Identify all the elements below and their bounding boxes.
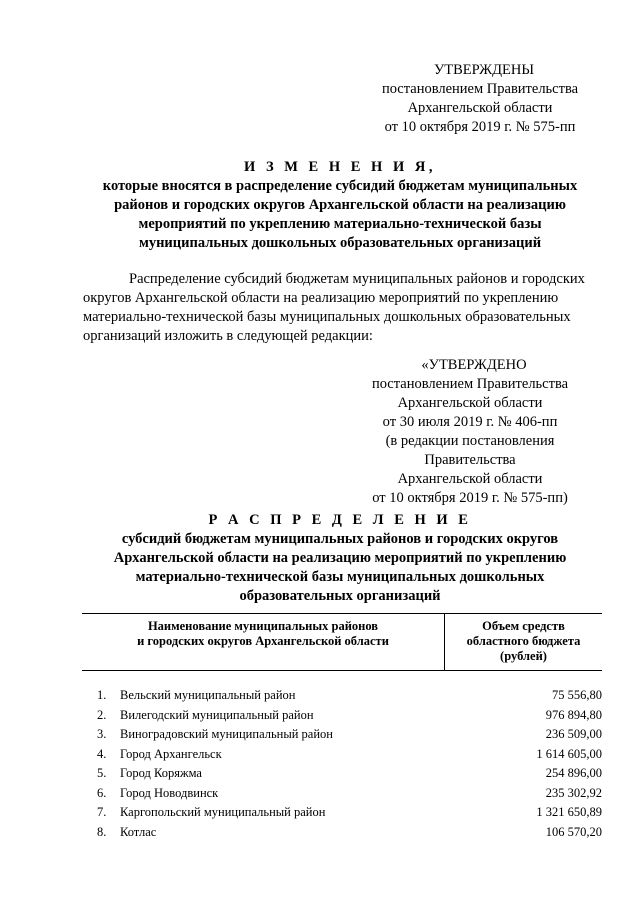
table-row [82,803,602,823]
row-name: Вельский муниципальный район [120,688,296,702]
distribution-subtitle-line: материально-технической базы муниципальных дошкольных [135,569,545,585]
table-row [82,706,602,726]
approval-line: (в редакции постановления Правительства [385,433,555,468]
changes-subtitle-line: мероприятий по укреплению материально-технической базы [138,216,542,232]
column-header-name-line: и городских округов Архангельской области [137,634,389,648]
approval-line: Архангельской области [407,100,553,116]
row-name: Вилегодский муниципальный район [120,707,314,722]
changes-subtitle-line: которые вносятся в распределение субсидий бюджетам муниципальных [102,178,578,194]
row-name: Город Коряжма [120,766,202,780]
column-header-amount-line: Объем средств [482,619,565,633]
approval-line: постановлением Правительства [371,376,569,392]
row-number: 4. [97,746,107,761]
row-name: Котлас [120,824,157,839]
intro-paragraph [83,270,601,346]
intro-line: материально-технической базы муниципальных дошкольных образовательных [83,309,571,325]
row-name: Каргопольский муниципальный район [120,805,326,819]
distribution-subtitle-line: Архангельской области на реализацию мероприятий по укреплению [113,550,567,566]
row-number: 5. [97,766,107,780]
distribution-title: Р А С П Р Е Д Е Л Е Н И Е [208,512,472,528]
table-row [82,725,602,745]
row-amount: 236 509,00 [545,727,602,741]
approval-line: от 10 октября 2019 г. № 575-пп) [372,490,568,506]
approval-stamp-header [360,61,600,137]
row-amount: 254 896,00 [545,766,602,780]
approval-line: от 10 октября 2019 г. № 575-пп [384,119,576,135]
row-amount: 75 556,80 [552,688,602,702]
table-row [82,823,602,843]
intro-line: Распределение субсидий бюджетам муниципальных районов и городских [129,271,585,287]
table-row [82,784,602,804]
row-amount: 1 614 605,00 [536,746,602,761]
row-number: 2. [97,707,107,722]
approval-line: постановлением Правительства [381,81,579,97]
approval-title: УТВЕРЖДЕНЫ [433,62,535,78]
approval-line: Архангельской области [397,395,543,411]
column-header-amount-line: областного бюджета [466,634,581,648]
intro-line: округов Архангельской области на реализацию мероприятий по укреплению [83,290,559,306]
changes-subtitle-line: муниципальных дошкольных образовательных организаций [138,235,542,251]
table-row [82,745,602,765]
row-amount: 976 894,80 [545,707,602,722]
row-number: 7. [97,805,107,819]
row-number: 1. [97,688,107,702]
table-row [82,686,602,706]
changes-subtitle-line: районов и городских округов Архангельской области на реализацию [114,197,566,213]
row-number: 3. [97,727,107,741]
column-header-amount-line: (рублей) [500,649,547,663]
approval-stamp-block [340,356,600,508]
intro-line: организаций изложить в следующей редакции: [83,328,373,344]
changes-title: И З М Е Н Е Н И Я, [244,159,436,175]
row-name: Город Архангельск [120,746,222,761]
row-amount: 1 321 650,89 [536,805,602,819]
table-body [82,686,602,842]
column-header-name [82,614,445,670]
distribution-table [82,613,602,842]
table-header [82,613,602,671]
distribution-subtitle-line: субсидий бюджетам муниципальных районов и городских округов [121,531,559,547]
table-row [82,764,602,784]
column-header-amount [445,614,602,670]
changes-heading [60,158,620,253]
row-amount: 106 570,20 [545,824,602,839]
row-name: Город Новодвинск [120,785,219,800]
approval-line: от 30 июля 2019 г. № 406-пп [382,414,558,430]
column-header-name-line: Наименование муниципальных районов [147,619,379,633]
distribution-subtitle-line: образовательных организаций [239,588,441,604]
distribution-heading [60,511,620,606]
row-amount: 235 302,92 [545,785,602,800]
row-name: Виноградовский муниципальный район [120,727,333,741]
approval-title: «УТВЕРЖДЕНО [421,357,527,373]
approval-line: Архангельской области [397,471,543,487]
row-number: 8. [97,824,107,839]
row-number: 6. [97,785,107,800]
